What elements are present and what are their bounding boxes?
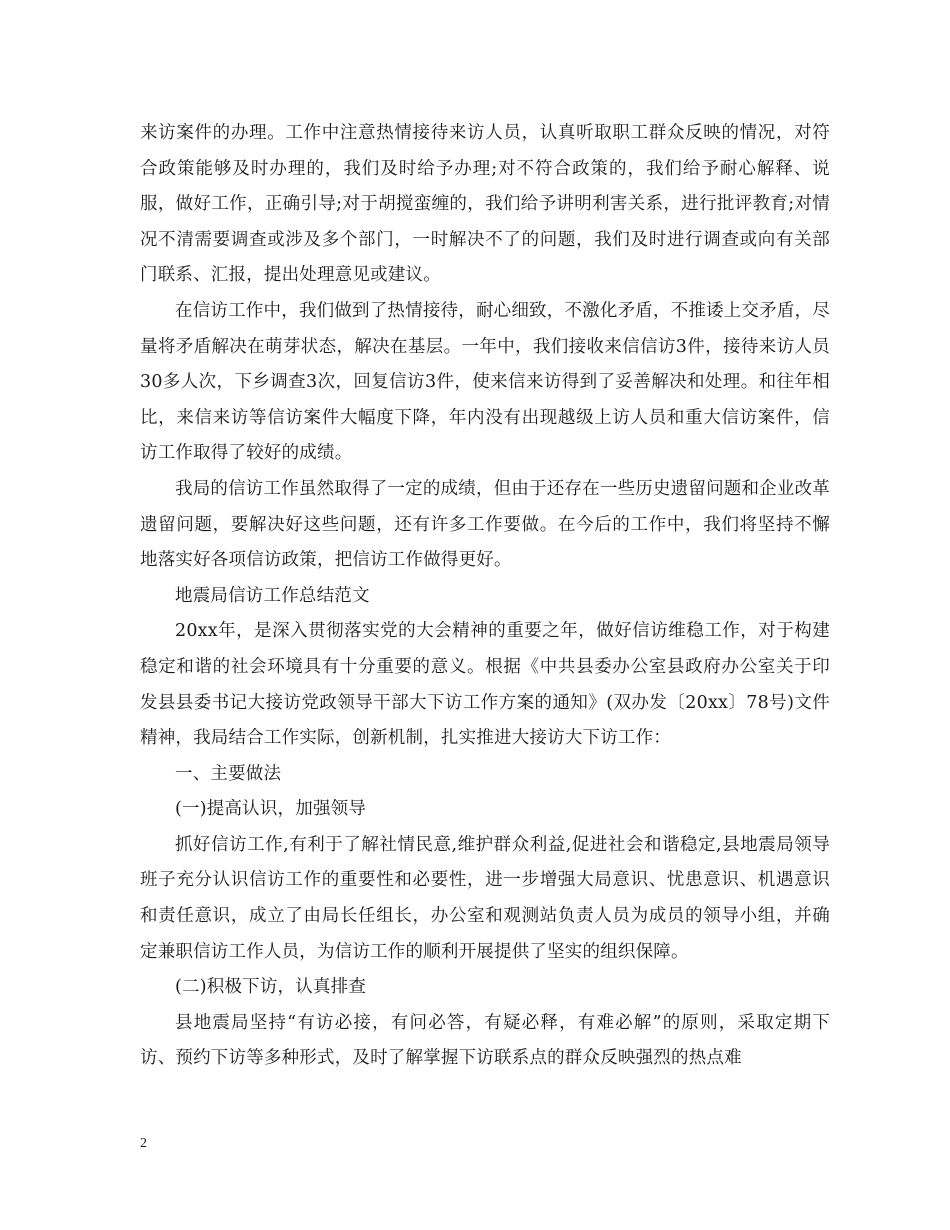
paragraph-2: 在信访工作中，我们做到了热情接待，耐心细致，不激化矛盾，不推诿上交矛盾，尽量将矛盾解决在萌芽状态，解决在基层。一年中，我们接收来信信访3件，接待来访人员30多人次，下乡调查3次，回复信访3件，使来信来访得到了妥善解决和处理。和往年相比，来信来访等信访案件大幅度下降，年内没有出现越级上访人员和重大信访案件，信访工作取得了较好的成绩。 xyxy=(140,300,830,464)
paragraph-3: 我局的信访工作虽然取得了一定的成绩，但由于还存在一些历史遗留问题和企业改革遗留问题，要解决好这些问题，还有许多工作要做。在今后的工作中，我们将坚持不懈地落实好各项信访政策，把信访工作做得更好。 xyxy=(140,478,830,571)
document-body xyxy=(140,116,830,1077)
paragraph-8: 抓好信访工作,有利于了解社情民意,维护群众利益,促进社会和谐稳定,县地震局领导班子充分认识信访工作的重要性和必要性，进一步增强大局意识、忧患意识、机遇意识和责任意识，成立了由局长任组长，办公室和观测站负责人员为成员的领导小组，并确定兼职信访工作人员，为信访工作的顺利开展提供了坚实的组织保障。 xyxy=(140,834,830,962)
paragraph-5: 20xx年，是深入贯彻落实党的大会精神的重要之年，做好信访维稳工作，对于构建稳定和谐的社会环境具有十分重要的意义。根据《中共县委办公室县政府办公室关于印发县县委书记大接访党政领导干部大下访工作方案的通知》(双办发〔20xx〕78号)文件精神，我局结合工作实际，创新机制，扎实推进大接访大下访工作： xyxy=(140,621,830,749)
page-number: 2 xyxy=(140,1136,147,1151)
heading-main-practices: 一、主要做法 xyxy=(175,763,282,784)
subheading-1: (一)提高认识，加强领导 xyxy=(175,799,367,820)
paragraph-1: 来访案件的办理。工作中注意热情接待来访人员，认真听取职工群众反映的情况，对符合政策能够及时办理的，我们及时给予办理;对不符合政策的，我们给予耐心解释、说服，做好工作，正确引导;对于胡搅蛮缠的，我们给予讲明利害关系，进行批评教育;对情况不清需要调查或涉及多个部门，一时解决不了的问题，我们及时进行调查或向有关部门联系、汇报，提出处理意见或建议。 xyxy=(140,123,830,286)
section-title: 地震局信访工作总结范文 xyxy=(175,585,370,606)
paragraph-10: 县地震局坚持“有访必接，有问必答，有疑必释，有难必解”的原则，采取定期下访、预约下访等多种形式，及时了解掌握下访联系点的群众反映强烈的热点难 xyxy=(140,1012,830,1069)
subheading-2: (二)积极下访，认真排查 xyxy=(175,977,367,998)
